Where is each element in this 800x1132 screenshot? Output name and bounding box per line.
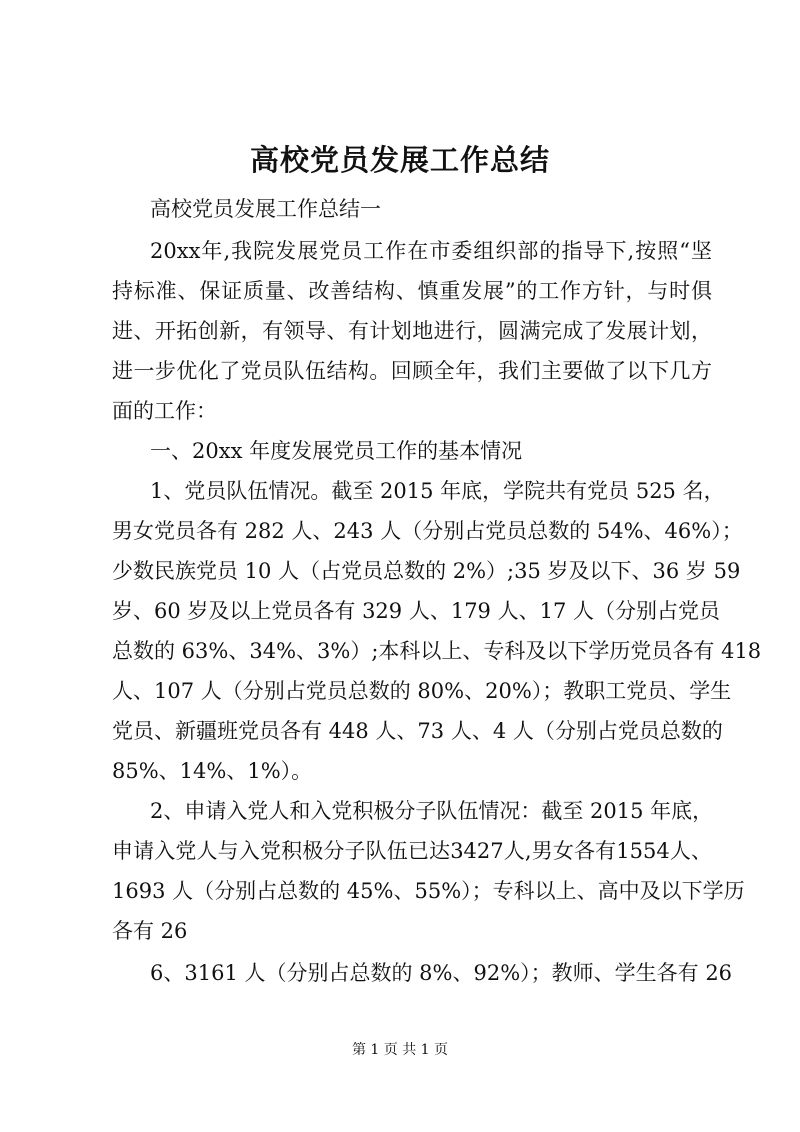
paragraph-line: 6、3161 人（分别占总数的 8%、92%）；教师、学生各有 26 <box>150 961 733 985</box>
paragraph-line: 2、申请入党人和入党积极分子队伍情况：截至 2015 年底， <box>150 799 714 823</box>
paragraph-line: 党员、新疆班党员各有 448 人、73 人、4 人（分别占党员总数的 <box>112 719 723 743</box>
paragraph-line: 持标准、保证质量、改善结构、慎重发展”的工作方针，与时俱 <box>112 279 712 303</box>
paragraph-line: 20xx年,我院发展党员工作在市委组织部的指导下,按照“坚 <box>150 239 712 263</box>
paragraph-line: 男女党员各有 282 人、243 人（分别占党员总数的 54%、46%）； <box>112 519 743 543</box>
paragraph-line: 85%、14%、1%）。 <box>112 759 313 783</box>
paragraph-line: 申请入党人与入党积极分子队伍已达3427人,男女各有1554人、 <box>112 839 712 863</box>
paragraph-line: 1、党员队伍情况。截至 2015 年底，学院共有党员 525 名， <box>150 479 725 503</box>
paragraph-line: 岁、60 岁及以上党员各有 329 人、179 人、17 人（分别占党员 <box>112 599 720 623</box>
section-subtitle: 高校党员发展工作总结一 <box>150 197 381 221</box>
document-title: 高校党员发展工作总结 <box>249 143 550 177</box>
paragraph-line: 人、107 人（分别占党员总数的 80%、20%）；教职工党员、学生 <box>112 679 732 703</box>
paragraph-line: 进、开拓创新，有领导、有计划地进行，圆满完成了发展计划， <box>112 319 712 343</box>
paragraph-line: 面的工作： <box>112 399 217 423</box>
paragraph-line: 进一步优化了党员队伍结构。回顾全年，我们主要做了以下几方 <box>112 359 712 383</box>
paragraph-line: 各有 26 <box>112 919 188 943</box>
paragraph-line: 总数的 63%、34%、3%）;本科以上、专科及以下学历党员各有 418 <box>112 639 762 663</box>
paragraph-line: 1693 人（分别占总数的 45%、55%）；专科以上、高中及以下学历 <box>112 879 745 903</box>
paragraph-line: 少数民族党员 10 人（占党员总数的 2%）;35 岁及以下、36 岁 59 <box>112 559 741 583</box>
section-heading: 一、20xx 年度发展党员工作的基本情况 <box>150 439 523 463</box>
page-footer: 第 1 页 共 1 页 <box>351 1042 449 1058</box>
